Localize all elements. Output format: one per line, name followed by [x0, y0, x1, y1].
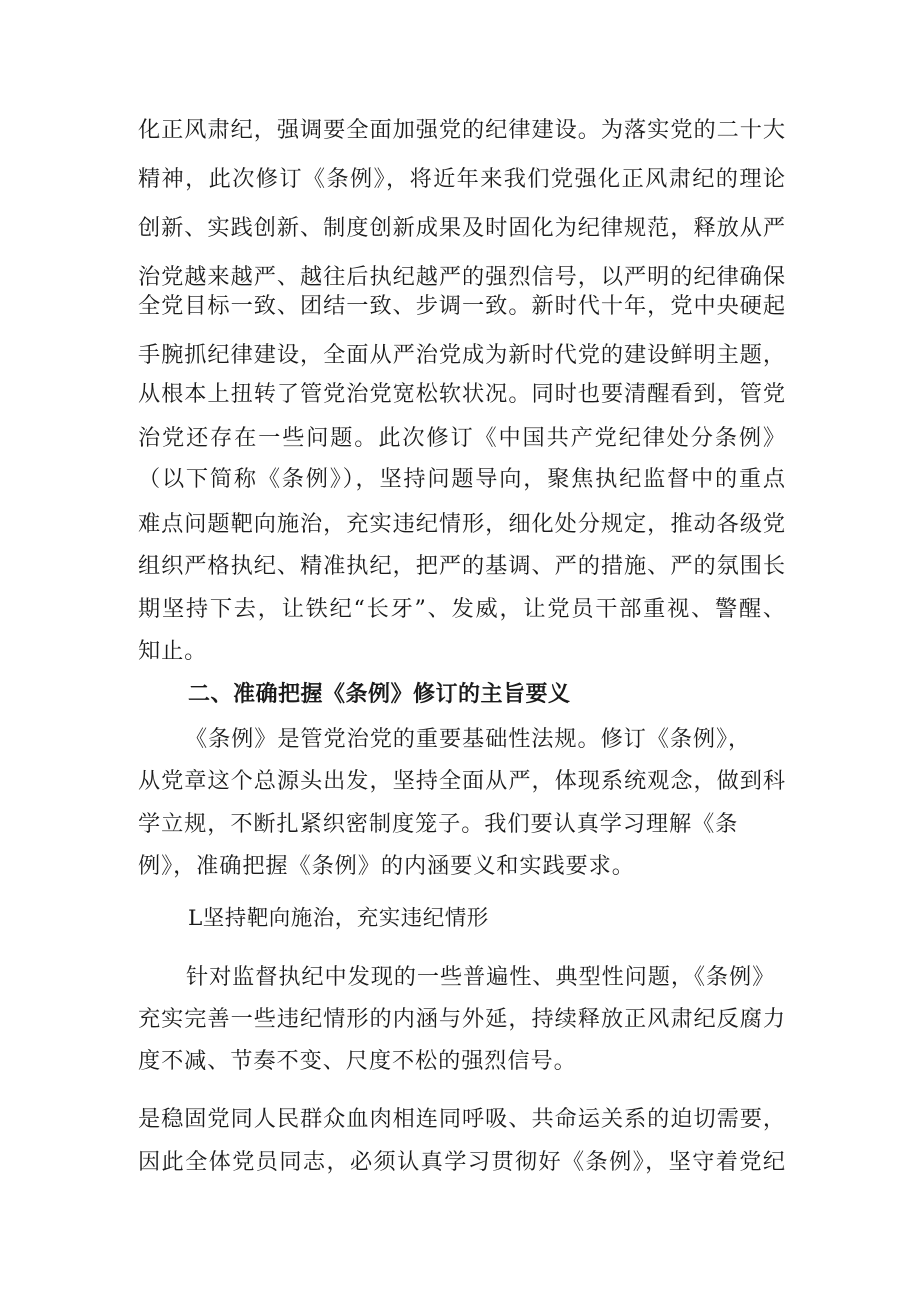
body-text-line: 化正风肃纪，强调要全面加强党的纪律建设。为落实党的二十大	[138, 117, 786, 143]
body-text-line: 组织严格执纪、精准执纪，把严的基调、严的措施、严的氛围长	[138, 553, 786, 579]
body-text-line: 《条例》是管党治党的重要基础性法规。修订《条例》，	[185, 726, 752, 752]
body-text-line: （以下简称《条例》），坚持问题导向，聚焦执纪监督中的重点	[138, 466, 786, 492]
body-text-line: 知止。	[138, 638, 208, 664]
body-text-line: 例》，准确把握《条例》的内涵要义和实践要求。	[138, 853, 635, 879]
body-text-line: 期坚持下去，让铁纪“长牙”、发威，让党员干部重视、警醒、	[138, 596, 786, 622]
body-text-line: 治党还存在一些问题。此次修订《中国共产党纪律处分条例》	[138, 425, 786, 451]
subsection-heading: L坚持靶向施治，充实违纪情形	[188, 906, 489, 931]
body-text-line: 精神，此次修订《条例》，将近年来我们党强化正风肃纪的理论	[138, 166, 786, 192]
body-text-line: 全党目标一致、团结一致、步调一致。新时代十年，党中央硬起	[138, 293, 786, 319]
body-text-line: 治党越来越严、越往后执纪越严的强烈信号，以严明的纪律确保	[138, 264, 786, 290]
body-text-line: 从党章这个总源头出发，坚持全面从严，体现系统观念，做到科	[138, 768, 786, 794]
body-text-line: 度不减、节奏不变、尺度不松的强烈信号。	[138, 1048, 577, 1074]
body-text-line: 从根本上扭转了管党治党宽松软状况。同时也要清醒看到，管党	[138, 381, 786, 407]
body-text-line: 针对监督执纪中发现的一些普遍性、典型性问题，《条例》	[186, 964, 776, 990]
body-text-line: 手腕抓纪律建设，全面从严治党成为新时代党的建设鲜明主题，	[138, 342, 786, 368]
body-text-line: 创新、实践创新、制度创新成果及时固化为纪律规范，释放从严	[138, 215, 786, 241]
body-text-line: 学立规，不断扎紧织密制度笼子。我们要认真学习理解《条	[138, 811, 739, 837]
body-text-line: 因此全体党员同志，必须认真学习贯彻好《条例》，坚守着党纪	[138, 1149, 786, 1175]
body-text-line: 充实完善一些违纪情形的内涵与外延，持续释放正风肃纪反腐力	[138, 1006, 786, 1032]
body-text-line: 是稳固党同人民群众血肉相连同呼吸、共命运关系的迫切需要，	[138, 1106, 786, 1132]
section-heading: 二、准确把握《条例》修订的主旨要义	[188, 682, 571, 707]
body-text-line: 难点问题靶向施治，充实违纪情形，细化处分规定，推动各级党	[138, 511, 786, 537]
